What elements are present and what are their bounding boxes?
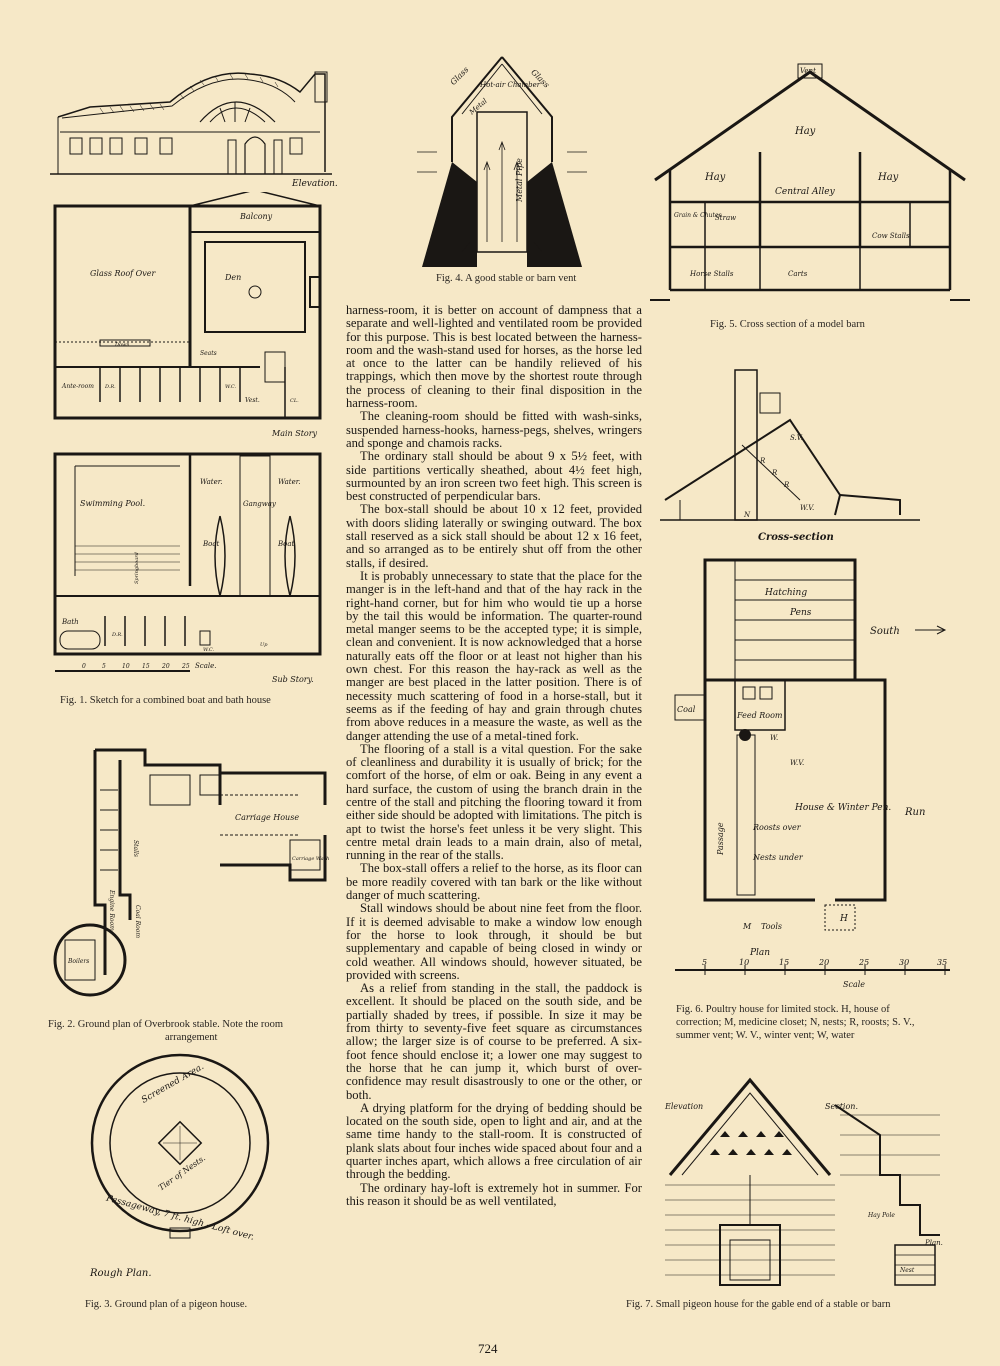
fig3-tier-of-nests-label: Tier of Nests. bbox=[156, 1153, 208, 1193]
fig6-roost-label: R bbox=[760, 457, 766, 465]
fig7-hay-pole-label: Hay Pole bbox=[868, 1212, 895, 1219]
fig5-hay-right-label: Hay bbox=[878, 172, 899, 183]
fig1-scale-tick: 25 bbox=[182, 663, 190, 670]
article-paragraph: As a relief from standing in the stall, the paddock is excellent. It should be placed on the south side, and be partially shaded by trees, if possible. In size it may be from thirty to seventy-five feet square as circumstances allow; the larger size is of course to be preferred. A six-foot fence should enclose it; a lower one may suggest to the horse that he can jump it, which burst of over-confidence may result disastrously to one or the other, or both. bbox=[346, 981, 642, 1102]
fig4-metal-label: Metal bbox=[467, 97, 489, 117]
article-paragraph: Stall windows should be about nine feet from the floor. If it is deemed advisable to make a window low enough for the horse to look through, it should be but supplementary and capable of being closed in windy or cold weather. All windows should, however situated, be provided with screens. bbox=[346, 901, 642, 982]
fig6-roosts-over-label: Roosts over bbox=[753, 823, 801, 832]
fig6-scale-tick: 20 bbox=[819, 958, 830, 967]
fig6-pens-label: Pens bbox=[790, 608, 812, 618]
fig6-nests-under-label: Nests under bbox=[753, 853, 803, 862]
fig5-cow-stalls-label: Cow Stalls bbox=[872, 232, 910, 240]
fig6-water-label: W. bbox=[770, 734, 779, 742]
fig5-grain-chutes-label: Grain & Chutes bbox=[674, 212, 722, 219]
fig6-roost-label: R bbox=[784, 481, 790, 489]
fig1-up-label: Up bbox=[260, 642, 268, 648]
article-paragraph: The box-stall offers a relief to the horse, as its floor can be more readily covered with tan bark or the like without danger of much scattering. bbox=[346, 861, 642, 903]
fig2-caption-line2: arrangement bbox=[165, 1032, 218, 1043]
fig1-cl-label: CL. bbox=[290, 398, 299, 404]
fig1-boat-right-label: Boat bbox=[278, 540, 295, 548]
fig1-bath-label: Bath bbox=[62, 618, 79, 626]
fig1-down-label: Down bbox=[115, 342, 130, 348]
fig6-scale-tick: 25 bbox=[859, 958, 870, 967]
article-paragraph: The box-stall should be about 10 x 12 feet, provided with doors sliding laterally or swinging outward. The box stall reserved as a sick stall should be about 12 x 16 feet, and so arranged as to be entirely shut off from the other stalls, if desired. bbox=[346, 502, 642, 570]
fig2-stable-plan bbox=[40, 745, 340, 1010]
fig6-caption-line1: Fig. 6. Poultry house for limited stock. H, house of bbox=[676, 1004, 890, 1015]
fig1-caption: Fig. 1. Sketch for a combined boat and bath house bbox=[60, 695, 271, 706]
fig1-ante-room-label: Ante-room bbox=[62, 383, 94, 390]
fig1-scale-tick: 10 bbox=[122, 663, 130, 670]
fig1-water-left-label: Water. bbox=[200, 478, 223, 486]
fig6-scale-tick: 15 bbox=[779, 958, 790, 967]
fig5-hay-top-label: Hay bbox=[795, 126, 816, 137]
fig3-pigeon-house-plan bbox=[85, 1048, 275, 1288]
fig6-nest-label: N bbox=[744, 511, 751, 519]
fig1-den-label: Den bbox=[225, 273, 242, 282]
fig5-straw-label: Straw bbox=[715, 214, 737, 222]
fig3-passageway-label: Passageway, 7 ft. high - Loft over. bbox=[104, 1193, 256, 1243]
fig5-carts-label: Carts bbox=[788, 270, 808, 278]
fig2-caption-line1: Fig. 2. Ground plan of Overbrook stable. Note the room bbox=[48, 1019, 284, 1030]
fig6-wv-plan-label: W.V. bbox=[790, 759, 805, 767]
fig1-sub-wc-label: W.C. bbox=[203, 647, 215, 653]
fig4-caption: Fig. 4. A good stable or barn vent bbox=[436, 273, 577, 284]
article-paragraph: The flooring of a stall is a vital question. For the sake of cleanliness and durability it is usually of brick; for the comfort of the horse, of elm or oak. Being in any event a hard surface, the custom of using the branch drain in the centre of the stall and pitching the flooring toward it from either side should be adopted with limitations. The pitch is apt to twist the horse's feet unless it be very slight. This centre metal drain leads to a main drain, also of metal, running in the rear of the stalls. bbox=[346, 741, 642, 863]
fig4-metal-pipe-label: Metal Pipe bbox=[515, 158, 524, 202]
fig1-elevation-drawing bbox=[40, 62, 340, 192]
fig2-carriage-wash-label: Carriage Wash bbox=[292, 856, 330, 862]
fig6-passage-label: Passage bbox=[716, 822, 725, 855]
fig2-carriage-house-label: Carriage House bbox=[235, 813, 300, 822]
fig6-sv-label: S.V. bbox=[790, 434, 803, 442]
fig7-section-label: Section. bbox=[825, 1102, 858, 1111]
fig6-scale-tick: 10 bbox=[739, 958, 750, 967]
fig6-scale-tick: 5 bbox=[702, 958, 708, 967]
fig6-h-label: H bbox=[840, 914, 848, 924]
fig6-coal-label: Coal bbox=[677, 705, 696, 714]
fig1-gangway-label: Gangway bbox=[243, 500, 276, 508]
fig1-scale-tick: 0 bbox=[82, 663, 86, 670]
fig1-pool-label: Swimming Pool. bbox=[80, 499, 146, 508]
fig6-scale-tick: 30 bbox=[899, 958, 910, 967]
fig7-elevation-label: Elevation bbox=[665, 1102, 704, 1111]
fig6-scale-label: Scale bbox=[843, 980, 866, 989]
fig1-springboard-label: Springboard bbox=[134, 552, 140, 584]
article-paragraph: The ordinary hay-loft is extremely hot in summer. For this reason it should be as well ventilated, bbox=[346, 1180, 642, 1208]
article-paragraph: The cleaning-room should be fitted with wash-sinks, suspended harness-hooks, harness-pegs, shelves, wringers and sponge and chamois racks. bbox=[346, 409, 642, 450]
fig6-scale-tick: 35 bbox=[937, 958, 948, 967]
fig1-main-story-title: Main Story bbox=[272, 429, 318, 438]
fig6-wv-label: W.V. bbox=[800, 504, 815, 512]
fig5-hay-left-label: Hay bbox=[705, 172, 726, 183]
fig1-balcony-label: Balcony bbox=[240, 212, 273, 221]
fig5-horse-stalls-label: Horse Stalls bbox=[690, 270, 734, 278]
fig1-vest-label: Vest. bbox=[245, 397, 260, 404]
fig3-rough-plan-label: Rough Plan. bbox=[90, 1268, 152, 1279]
fig3-screened-area-label: Screened Area. bbox=[140, 1061, 206, 1106]
article-paragraph: It is probably unnecessary to state that the place for the manger is in the left-hand and that of the hay rack in the right-hand corner, but for him who would tie up a horse by the tail this would be information. The quarter-round metal manger seems to be the accepted type; it is simple, clean and convenient. It is now acknowledged that a horse naturally eats off the floor or at least not higher than his own chest. For this reason the hay-rack as well as the manger are best placed in the latter position. There is of necessity much scattering of food in a horse-stall, but it seems as if the feeding of hay and grain through chutes from above reduces in a measure the waste, as well as the danger attending the use of a metal-tined fork. bbox=[346, 568, 642, 743]
fig5-caption: Fig. 5. Cross section of a model barn bbox=[710, 319, 865, 330]
fig1-scale-label: Scale. bbox=[195, 662, 217, 670]
fig6-caption-line2: correction; M, medicine closet; N, nests; R, roosts; S. V., bbox=[676, 1017, 915, 1028]
fig6-run-label: Run bbox=[905, 807, 926, 818]
fig7-pigeon-house-drawing bbox=[660, 1075, 960, 1295]
fig4-glass-right-label: Glass bbox=[529, 67, 552, 90]
fig1-scale-tick: 20 bbox=[162, 663, 170, 670]
fig6-m-label: M bbox=[743, 922, 752, 931]
fig1-boat-left-label: Boat bbox=[203, 540, 220, 548]
fig1-glass-roof-label: Glass Roof Over bbox=[90, 269, 156, 278]
fig1-sub-story-plan bbox=[40, 446, 335, 684]
fig1-main-story-plan bbox=[40, 192, 335, 442]
fig1-seats-label: Seats bbox=[200, 350, 217, 357]
fig6-plan bbox=[665, 555, 965, 995]
fig4-hot-air-label: Hot-air Chamber bbox=[480, 81, 541, 89]
fig1-scale-tick: 15 bbox=[142, 663, 150, 670]
fig1-dr-label: D.R. bbox=[105, 384, 116, 390]
fig1-sub-dr-label: D.R. bbox=[112, 632, 123, 638]
fig2-boilers-label: Boilers bbox=[68, 958, 90, 965]
fig2-coal-room-label: Coal Room bbox=[134, 905, 141, 939]
fig6-cross-section-label: Cross-section bbox=[758, 532, 834, 543]
fig4-vent-drawing bbox=[412, 52, 592, 267]
fig1-water-right-label: Water. bbox=[278, 478, 301, 486]
fig1-wc-label: W.C. bbox=[225, 384, 237, 390]
fig6-hatching-label: Hatching bbox=[765, 588, 808, 598]
fig2-stalls-label: Stalls bbox=[132, 840, 139, 858]
fig6-plan-label: Plan bbox=[750, 948, 771, 958]
fig7-plan-label: Plan. bbox=[925, 1239, 943, 1247]
article-paragraph: The ordinary stall should be about 9 x 5½ feet, with side partitions vertically sheathed, about 4½ feet high, surmounted by an iron screen two feet high. This screen is best constructed of perpendicular bars. bbox=[346, 449, 642, 504]
fig6-feed-room-label: Feed Room bbox=[737, 711, 783, 720]
article-paragraph: A drying platform for the drying of bedding should be located on the south side, open to light and air, and at the same time handy to the stall-room. It is constructed of plank slats about four inches wide spaced about four and a quarter inches apart, which allows a free circulation of air through the bedding. bbox=[346, 1100, 642, 1182]
fig6-house-winter-pen-label: House & Winter Pen. bbox=[795, 803, 892, 813]
fig6-tools-label: Tools bbox=[761, 922, 783, 931]
fig7-caption: Fig. 7. Small pigeon house for the gable end of a stable or barn bbox=[626, 1299, 891, 1310]
fig5-barn-section bbox=[650, 62, 970, 302]
fig4-glass-left-label: Glass bbox=[448, 65, 471, 87]
fig3-caption: Fig. 3. Ground plan of a pigeon house. bbox=[85, 1299, 248, 1310]
fig2-engine-room-label: Engine Room bbox=[108, 890, 115, 931]
fig7-nest-label: Nest bbox=[900, 1267, 915, 1274]
fig6-cross-section bbox=[660, 365, 960, 545]
fig1-sub-story-title: Sub Story. bbox=[272, 675, 314, 684]
fig5-central-alley-label: Central Alley bbox=[775, 187, 835, 197]
fig6-caption-line3: summer vent; W. V., winter vent; W, water bbox=[676, 1030, 855, 1041]
fig1-elevation-label: Elevation. bbox=[292, 179, 338, 189]
fig1-scale-tick: 5 bbox=[102, 663, 106, 670]
fig5-vent-label: Vent bbox=[800, 67, 816, 75]
article-paragraph: harness-room, it is better on account of dampness that a separate and well-lighted and ventilated room be provided for this purpose. This is best located between the harness-room and the wash-stand used for horses, as the horse led at once to the latter can be handily relieved of his trappings, which then move by the shortest route through the process of cleaning to their final disposition in the harness-room. bbox=[346, 303, 642, 411]
fig6-south-label: South bbox=[870, 626, 900, 637]
fig6-roost-label: R bbox=[772, 469, 778, 477]
page-number: 724 bbox=[478, 1341, 498, 1356]
article-body bbox=[346, 304, 642, 1208]
